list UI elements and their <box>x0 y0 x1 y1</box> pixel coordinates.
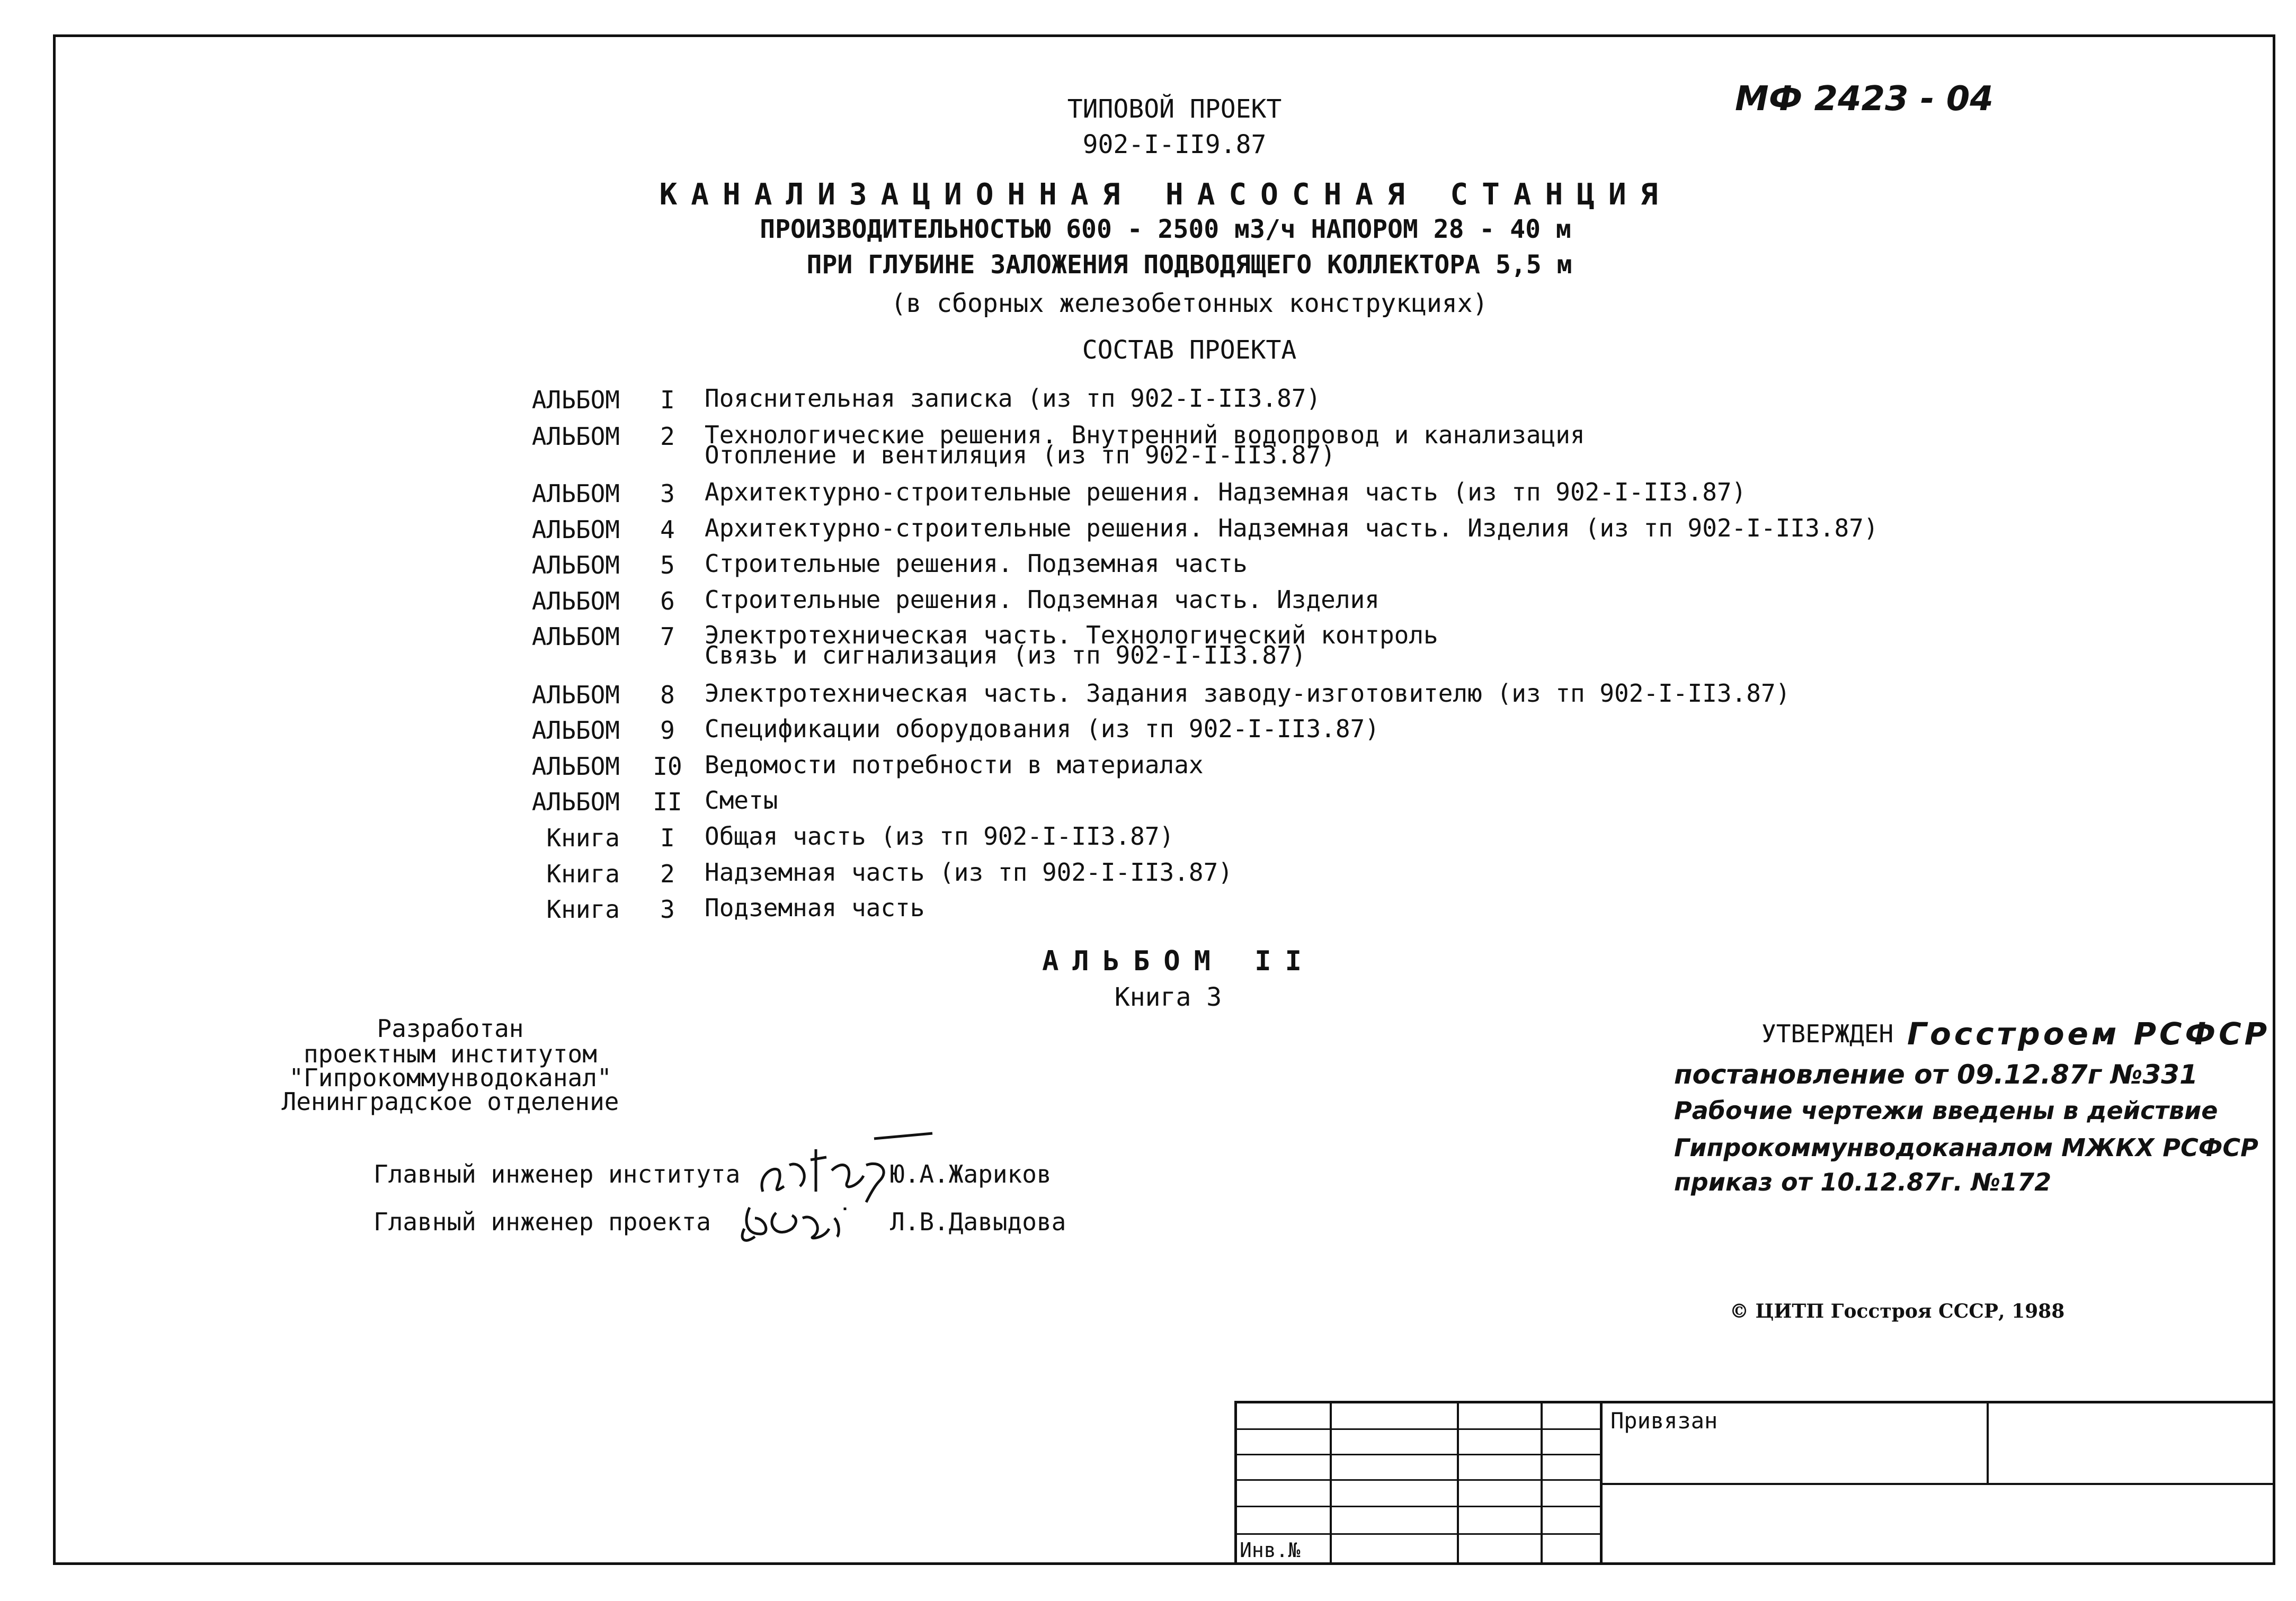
bound-label: Привязан <box>1610 1408 1718 1434</box>
contents-item-title: Спецификации оборудования (из тп 902-I-II3.87) <box>705 714 1380 743</box>
chief-engineer-project-name: Л.В.Давыдова <box>890 1208 1066 1236</box>
approval-printed: УТВЕРЖДЕН <box>1761 1019 1894 1048</box>
contents-item-label: АЛЬБОМ <box>531 587 620 615</box>
developer-line-4: Ленинградское отделение <box>281 1087 619 1116</box>
chief-engineer-institute-name: Ю.А.Жариков <box>890 1160 1052 1188</box>
contents-item-title: Технологические решения. Внутренний водопровод и канализация <box>705 421 1585 449</box>
contents-item-number: 5 <box>660 551 675 579</box>
chief-engineer-project-role: Главный инженер проекта <box>373 1208 711 1236</box>
contents-item-number: I <box>660 824 675 852</box>
contents-item-title: Пояснительная записка (из тп 902-I-II3.87) <box>705 384 1321 413</box>
approval-line-3: Рабочие чертежи введены в действие <box>1674 1096 2218 1125</box>
signature-project <box>734 1186 893 1250</box>
contents-item-subtitle: Отопление и вентиляция (из тп 902-I-II3.87) <box>705 441 1336 469</box>
approval-line-5: приказ от 10.12.87г. №172 <box>1674 1168 2052 1196</box>
project-number: 902-I-II9.87 <box>1082 130 1267 159</box>
doc-code: МФ 2423 - 04 <box>1735 79 1994 119</box>
contents-item-label: АЛЬБОМ <box>531 788 620 816</box>
contents-item-label: Книга <box>546 860 620 888</box>
developer-line-2: проектным институтом <box>304 1040 597 1068</box>
approval-line-2: постановление от 09.12.87г №331 <box>1674 1059 2198 1090</box>
contents-item-title: Общая часть (из тп 902-I-II3.87) <box>705 822 1174 851</box>
contents-item-label: АЛЬБОМ <box>531 422 620 451</box>
contents-item-number: 2 <box>660 860 675 888</box>
contents-item-label: АЛЬБОМ <box>531 386 620 414</box>
contents-item-number: 9 <box>660 716 675 745</box>
developer-line-3: "Гипрокоммунводоканал" <box>289 1063 612 1092</box>
capacity-line: ПРОИЗВОДИТЕЛЬНОСТЬЮ 600 - 2500 м3/ч НАПОРОМ 28 - 40 м <box>760 214 1571 244</box>
contents-item-title: Сметы <box>705 786 778 815</box>
developer-line-1: Разработан <box>377 1014 524 1043</box>
contents-item-title: Электротехническая часть. Задания заводу-изготовителю (из тп 902-I-II3.87) <box>705 679 1791 708</box>
contents-item-title: Архитектурно-строительные решения. Надземная часть (из тп 902-I-II3.87) <box>705 478 1747 506</box>
contents-item-number: 3 <box>660 479 675 508</box>
contents-item-label: АЛЬБОМ <box>531 551 620 579</box>
contents-item-number: 3 <box>660 895 675 924</box>
contents-item-label: АЛЬБОМ <box>531 752 620 781</box>
composition-title: СОСТАВ ПРОЕКТА <box>1082 335 1297 365</box>
depth-line: ПРИ ГЛУБИНЕ ЗАЛОЖЕНИЯ ПОДВОДЯЩЕГО КОЛЛЕКТОРА 5,5 м <box>806 250 1572 280</box>
chief-engineer-institute-role: Главный инженер института <box>373 1160 741 1188</box>
contents-item-number: II <box>653 788 682 816</box>
book-title: Книга 3 <box>1114 982 1222 1012</box>
contents-item-title: Ведомости потребности в материалах <box>705 750 1204 779</box>
contents-item-title: Строительные решения. Подземная часть. Изделия <box>705 585 1380 614</box>
contents-item-label: Книга <box>546 824 620 852</box>
copyright: © ЦИТП Госстроя СССР, 1988 <box>1730 1300 2065 1322</box>
contents-item-label: Книга <box>546 895 620 924</box>
contents-item-number: I0 <box>653 752 682 781</box>
album-title: АЛЬБОМ II <box>1042 945 1315 977</box>
construction-line: (в сборных железобетонных конструкциях) <box>891 289 1488 318</box>
approval-line-4: Гипрокоммунводоканалом МЖКХ РСФСР <box>1674 1133 2258 1162</box>
contents-item-number: 4 <box>660 515 675 544</box>
contents-item-number: 6 <box>660 587 675 615</box>
contents-item-number: I <box>660 386 675 414</box>
contents-item-title: Архитектурно-строительные решения. Надземная часть. Изделия (из тп 902-I-II3.87) <box>705 514 1879 542</box>
contents-item-label: АЛЬБОМ <box>531 681 620 709</box>
contents-item-subtitle: Связь и сигнализация (из тп 902-I-II3.87) <box>705 641 1306 669</box>
title-stamp <box>1234 1401 2275 1565</box>
contents-item-label: АЛЬБОМ <box>531 716 620 745</box>
contents-item-title: Строительные решения. Подземная часть <box>705 549 1248 578</box>
contents-item-number: 7 <box>660 622 675 651</box>
contents-item-title: Подземная часть <box>705 893 925 922</box>
inventory-number-label: Инв.№ <box>1240 1539 1301 1562</box>
type-label: ТИПОВОЙ ПРОЕКТ <box>1067 94 1282 124</box>
station-title: КАНАЛИЗАЦИОННАЯ НАСОСНАЯ СТАНЦИЯ <box>659 177 1672 212</box>
contents-item-label: АЛЬБОМ <box>531 622 620 651</box>
contents-item-label: АЛЬБОМ <box>531 479 620 508</box>
contents-item-title: Надземная часть (из тп 902-I-II3.87) <box>705 858 1233 887</box>
contents-item-title: Электротехническая часть. Технологический контроль <box>705 621 1438 649</box>
contents-item-number: 2 <box>660 422 675 451</box>
contents-item-number: 8 <box>660 681 675 709</box>
approval-line-1: Госстроем РСФСР <box>1907 1016 2271 1052</box>
contents-item-label: АЛЬБОМ <box>531 515 620 544</box>
